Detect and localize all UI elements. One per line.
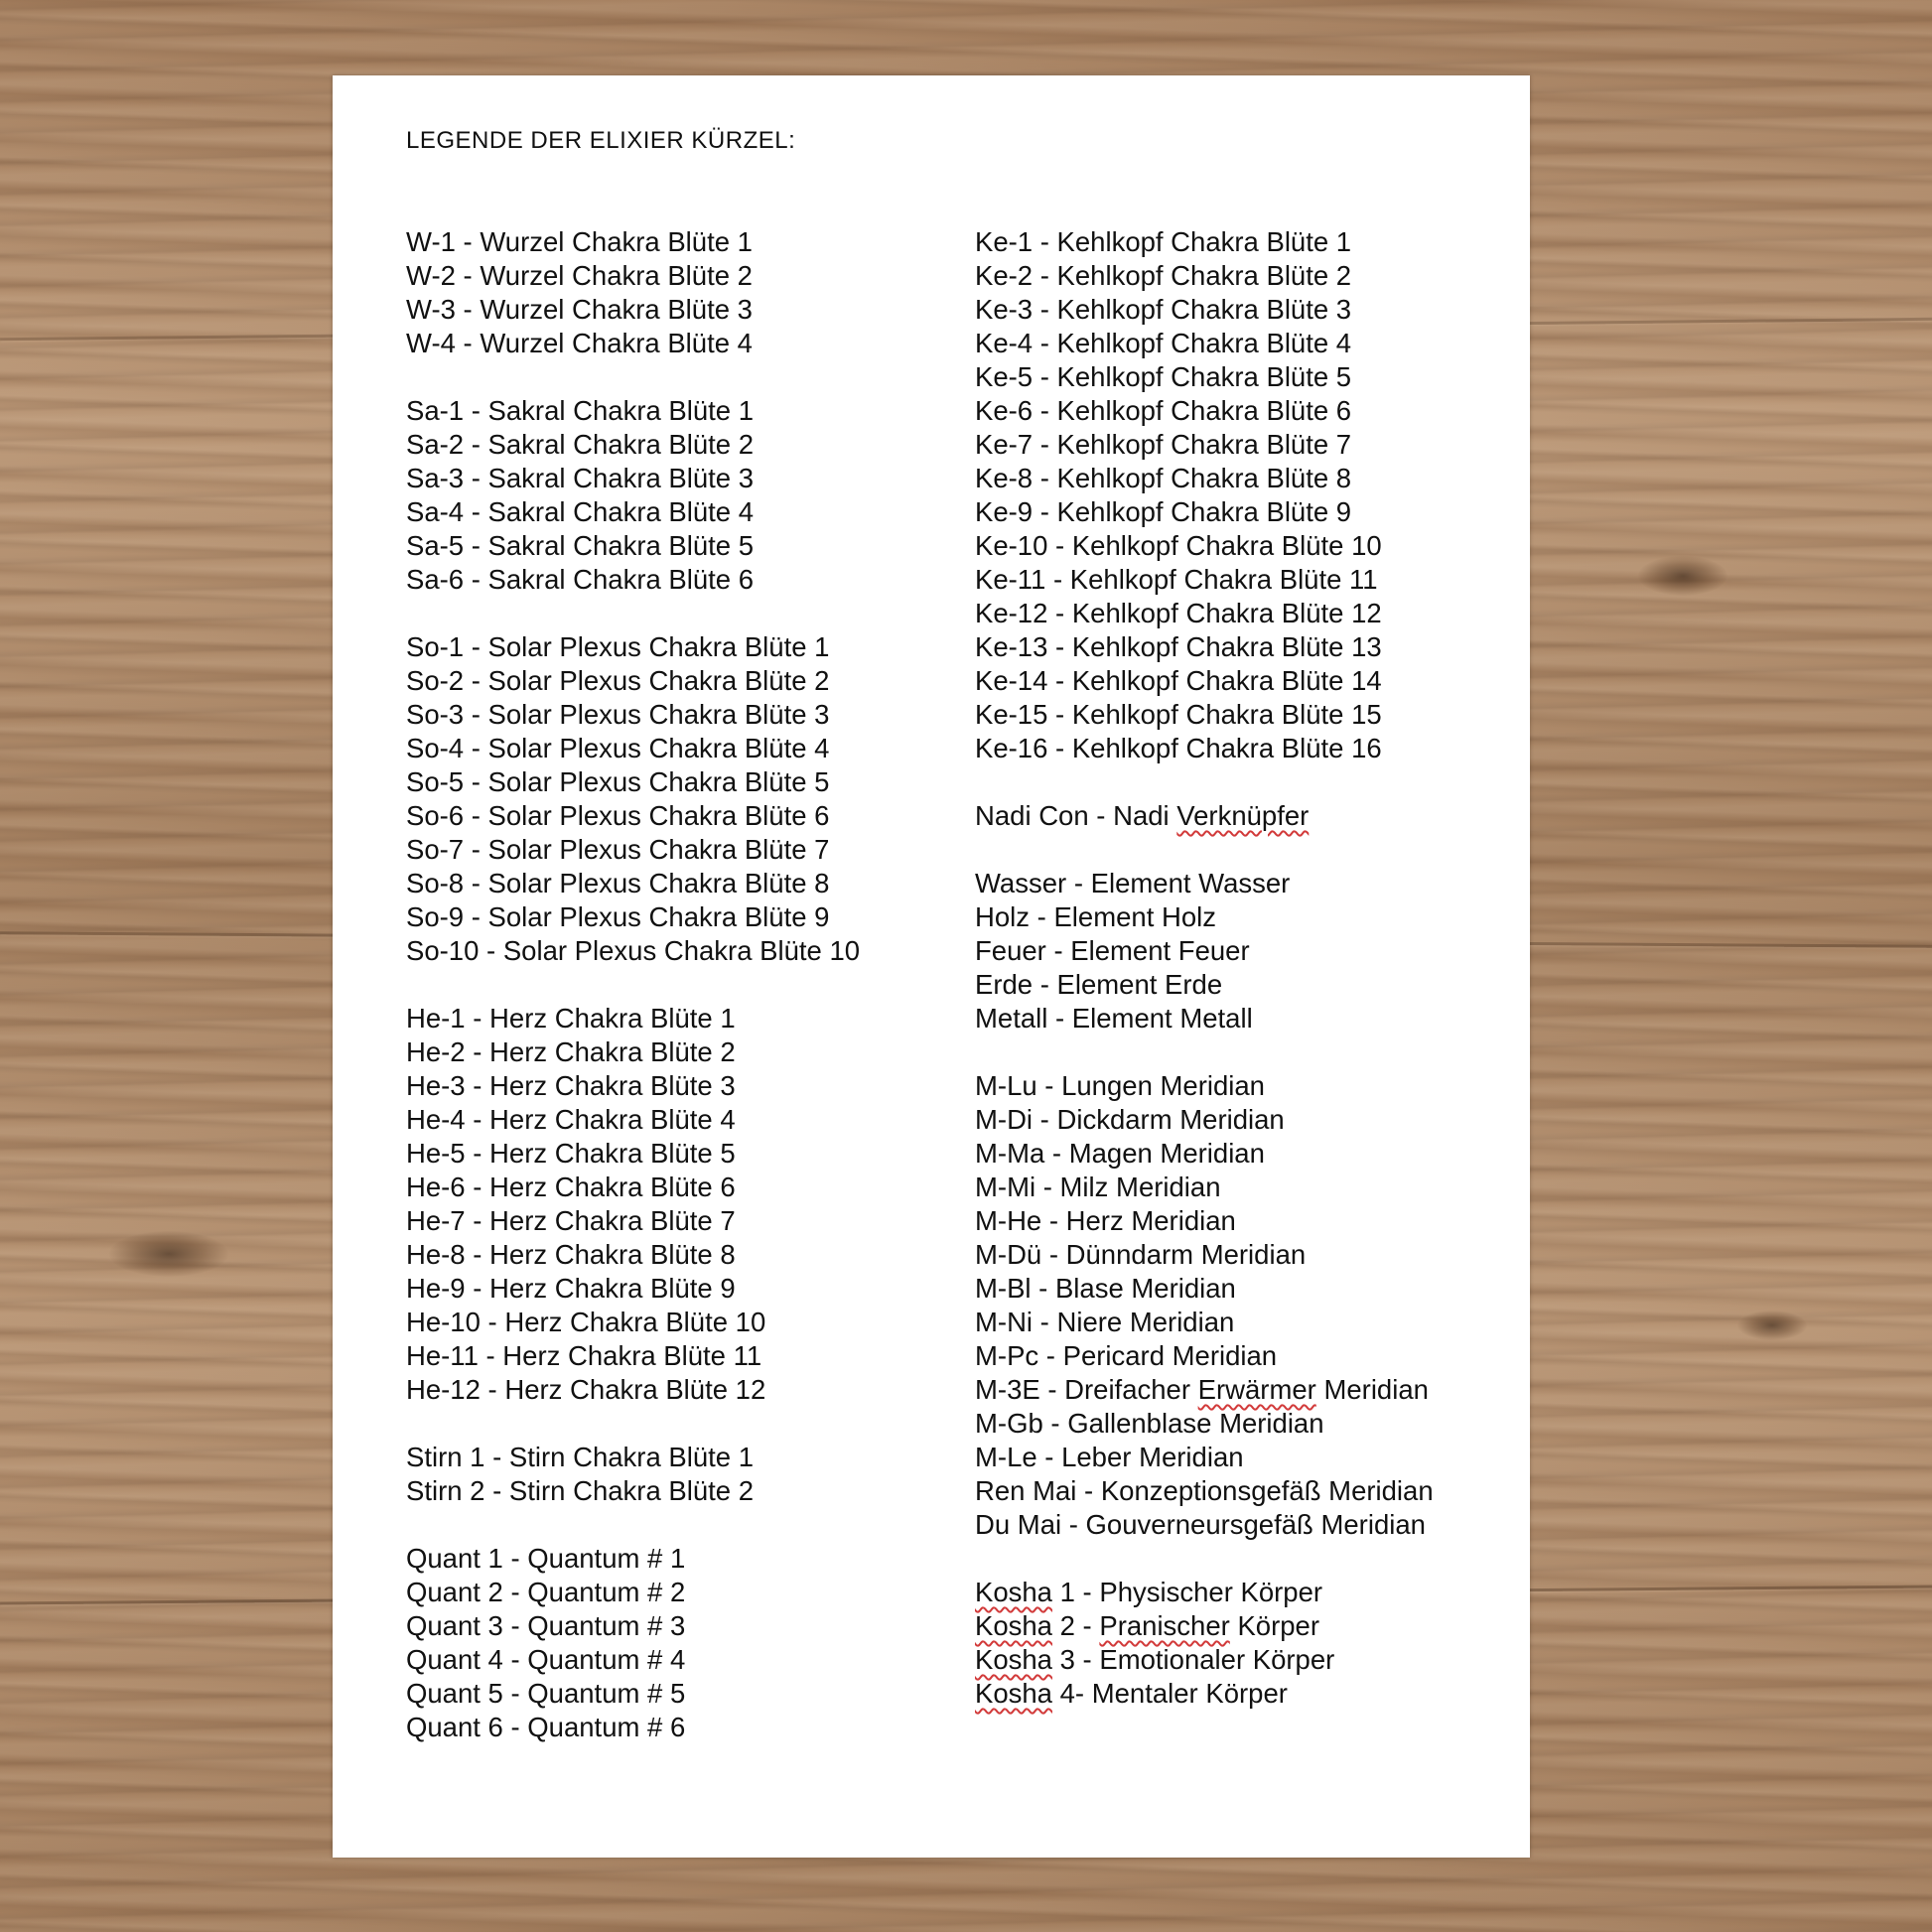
list-item: Sa-4 - Sakral Chakra Blüte 4 — [406, 496, 755, 527]
wood-knot — [1737, 1311, 1807, 1340]
list-item: Stirn 2 - Stirn Chakra Blüte 2 — [406, 1475, 755, 1506]
list-item: Ke-15 - Kehlkopf Chakra Blüte 15 — [975, 699, 1382, 730]
list-item: Feuer - Element Feuer — [975, 935, 1250, 966]
group-solar-plexus — [406, 630, 860, 968]
list-item: M-Bl - Blase Meridian — [975, 1273, 1236, 1304]
list-item: He-7 - Herz Chakra Blüte 7 — [406, 1205, 736, 1236]
list-item: Ke-9 - Kehlkopf Chakra Blüte 9 — [975, 496, 1352, 527]
list-item: Erde - Element Erde — [975, 969, 1223, 1000]
list-item — [975, 1576, 1434, 1609]
list-item — [975, 1677, 1434, 1711]
left-column — [406, 225, 860, 1778]
list-item: Stirn 1 - Stirn Chakra Blüte 1 — [406, 1442, 755, 1472]
entry-text: Meridian — [1315, 1374, 1429, 1405]
list-item: Ke-1 - Kehlkopf Chakra Blüte 1 — [975, 226, 1352, 257]
list-item: M-Dü - Dünndarm Meridian — [975, 1239, 1307, 1270]
list-item: W-3 - Wurzel Chakra Blüte 3 — [406, 294, 753, 325]
entry-text: 3 - Emotionaler Körper — [1051, 1644, 1335, 1675]
group-wurzel — [406, 225, 860, 360]
list-item: M-Di - Dickdarm Meridian — [975, 1104, 1285, 1135]
list-item: Quant 1 - Quantum # 1 — [406, 1543, 686, 1574]
right-column — [975, 225, 1434, 1744]
list-item: He-1 - Herz Chakra Blüte 1 — [406, 1003, 736, 1034]
list-item: Ren Mai - Konzeptionsgefäß Meridian — [975, 1475, 1434, 1506]
list-item: M-Lu - Lungen Meridian — [975, 1070, 1265, 1101]
list-item: M-Mi - Milz Meridian — [975, 1172, 1221, 1202]
list-item: Ke-6 - Kehlkopf Chakra Blüte 6 — [975, 395, 1352, 426]
list-item: M-Pc - Pericard Meridian — [975, 1340, 1278, 1371]
list-item: Quant 5 - Quantum # 5 — [406, 1678, 686, 1709]
spellcheck-flagged-word: Pranischer — [1099, 1610, 1230, 1641]
list-item: Quant 6 - Quantum # 6 — [406, 1712, 686, 1742]
list-item: He-6 - Herz Chakra Blüte 6 — [406, 1172, 736, 1202]
list-item: He-8 - Herz Chakra Blüte 8 — [406, 1239, 736, 1270]
list-item: He-12 - Herz Chakra Blüte 12 — [406, 1374, 766, 1405]
spellcheck-flagged-word: Kosha — [975, 1644, 1052, 1675]
list-item: Ke-7 - Kehlkopf Chakra Blüte 7 — [975, 429, 1352, 460]
legend-title: LEGENDE DER ELIXIER KÜRZEL: — [406, 127, 796, 154]
group-quantum — [406, 1542, 860, 1744]
list-item: So-4 - Solar Plexus Chakra Blüte 4 — [406, 733, 830, 763]
group-kehlkopf — [975, 225, 1434, 765]
spellcheck-flagged-word: Kosha — [975, 1610, 1052, 1641]
group-nadi — [975, 799, 1434, 833]
list-item: M-Gb - Gallenblase Meridian — [975, 1408, 1324, 1439]
list-item: Sa-1 - Sakral Chakra Blüte 1 — [406, 395, 755, 426]
list-item: He-3 - Herz Chakra Blüte 3 — [406, 1070, 736, 1101]
list-item: Ke-14 - Kehlkopf Chakra Blüte 14 — [975, 665, 1382, 696]
group-stirn — [406, 1441, 860, 1508]
list-item: Metall - Element Metall — [975, 1003, 1253, 1034]
list-item: W-2 - Wurzel Chakra Blüte 2 — [406, 260, 753, 291]
list-item: He-10 - Herz Chakra Blüte 10 — [406, 1307, 766, 1337]
list-item: So-9 - Solar Plexus Chakra Blüte 9 — [406, 901, 830, 932]
entry-text: Körper — [1229, 1610, 1319, 1641]
list-item: Ke-3 - Kehlkopf Chakra Blüte 3 — [975, 294, 1352, 325]
list-item: Quant 4 - Quantum # 4 — [406, 1644, 686, 1675]
list-item: Sa-6 - Sakral Chakra Blüte 6 — [406, 564, 755, 595]
list-item: So-6 - Solar Plexus Chakra Blüte 6 — [406, 800, 830, 831]
list-item: So-7 - Solar Plexus Chakra Blüte 7 — [406, 834, 830, 865]
list-item: Quant 2 - Quantum # 2 — [406, 1577, 686, 1607]
list-item — [975, 1373, 1434, 1407]
entry-text: Nadi Con - Nadi — [975, 800, 1177, 831]
wood-knot — [109, 1231, 228, 1277]
list-item: Holz - Element Holz — [975, 901, 1216, 932]
list-item: Ke-8 - Kehlkopf Chakra Blüte 8 — [975, 463, 1352, 493]
wood-knot — [1638, 556, 1727, 596]
list-item: He-9 - Herz Chakra Blüte 9 — [406, 1273, 736, 1304]
list-item — [975, 799, 1434, 833]
list-item: Sa-5 - Sakral Chakra Blüte 5 — [406, 530, 755, 561]
list-item: W-1 - Wurzel Chakra Blüte 1 — [406, 226, 753, 257]
list-item: M-He - Herz Meridian — [975, 1205, 1236, 1236]
group-herz — [406, 1002, 860, 1407]
list-item: He-2 - Herz Chakra Blüte 2 — [406, 1036, 736, 1067]
entry-text: 1 - Physischer Körper — [1051, 1577, 1323, 1607]
list-item: W-4 - Wurzel Chakra Blüte 4 — [406, 328, 753, 358]
list-item: So-10 - Solar Plexus Chakra Blüte 10 — [406, 935, 861, 966]
list-item: M-Le - Leber Meridian — [975, 1442, 1244, 1472]
legend-sheet — [333, 75, 1530, 1858]
list-item: Ke-4 - Kehlkopf Chakra Blüte 4 — [975, 328, 1352, 358]
group-sakral — [406, 394, 860, 597]
list-item: He-4 - Herz Chakra Blüte 4 — [406, 1104, 736, 1135]
list-item: Sa-3 - Sakral Chakra Blüte 3 — [406, 463, 755, 493]
list-item: Ke-10 - Kehlkopf Chakra Blüte 10 — [975, 530, 1382, 561]
list-item: M-Ma - Magen Meridian — [975, 1138, 1265, 1169]
list-item — [975, 1643, 1434, 1677]
list-item: So-3 - Solar Plexus Chakra Blüte 3 — [406, 699, 830, 730]
list-item: Sa-2 - Sakral Chakra Blüte 2 — [406, 429, 755, 460]
group-kosha — [975, 1576, 1434, 1711]
list-item: Wasser - Element Wasser — [975, 868, 1291, 898]
entry-text: 4- Mentaler Körper — [1051, 1678, 1288, 1709]
list-item: M-Ni - Niere Meridian — [975, 1307, 1235, 1337]
group-meridians — [975, 1069, 1434, 1542]
list-item — [975, 1609, 1434, 1643]
list-item: Ke-11 - Kehlkopf Chakra Blüte 11 — [975, 564, 1378, 595]
list-item: He-5 - Herz Chakra Blüte 5 — [406, 1138, 736, 1169]
spellcheck-flagged-word: Verknüpfer — [1176, 800, 1310, 831]
spellcheck-flagged-word: Kosha — [975, 1678, 1052, 1709]
list-item: Quant 3 - Quantum # 3 — [406, 1610, 686, 1641]
list-item: He-11 - Herz Chakra Blüte 11 — [406, 1340, 762, 1371]
list-item: So-5 - Solar Plexus Chakra Blüte 5 — [406, 766, 830, 797]
list-item: Ke-12 - Kehlkopf Chakra Blüte 12 — [975, 598, 1382, 628]
list-item: Du Mai - Gouverneursgefäß Meridian — [975, 1509, 1426, 1540]
list-item: So-2 - Solar Plexus Chakra Blüte 2 — [406, 665, 830, 696]
spellcheck-flagged-word: Erwärmer — [1197, 1374, 1316, 1405]
list-item: Ke-5 - Kehlkopf Chakra Blüte 5 — [975, 361, 1352, 392]
list-item: Ke-16 - Kehlkopf Chakra Blüte 16 — [975, 733, 1382, 763]
list-item: Ke-13 - Kehlkopf Chakra Blüte 13 — [975, 631, 1382, 662]
entry-text: M-3E - Dreifacher — [975, 1374, 1198, 1405]
group-elements — [975, 867, 1434, 1035]
spellcheck-flagged-word: Kosha — [975, 1577, 1052, 1607]
list-item: Ke-2 - Kehlkopf Chakra Blüte 2 — [975, 260, 1352, 291]
list-item: So-8 - Solar Plexus Chakra Blüte 8 — [406, 868, 830, 898]
entry-text: 2 - — [1051, 1610, 1100, 1641]
list-item: So-1 - Solar Plexus Chakra Blüte 1 — [406, 631, 830, 662]
